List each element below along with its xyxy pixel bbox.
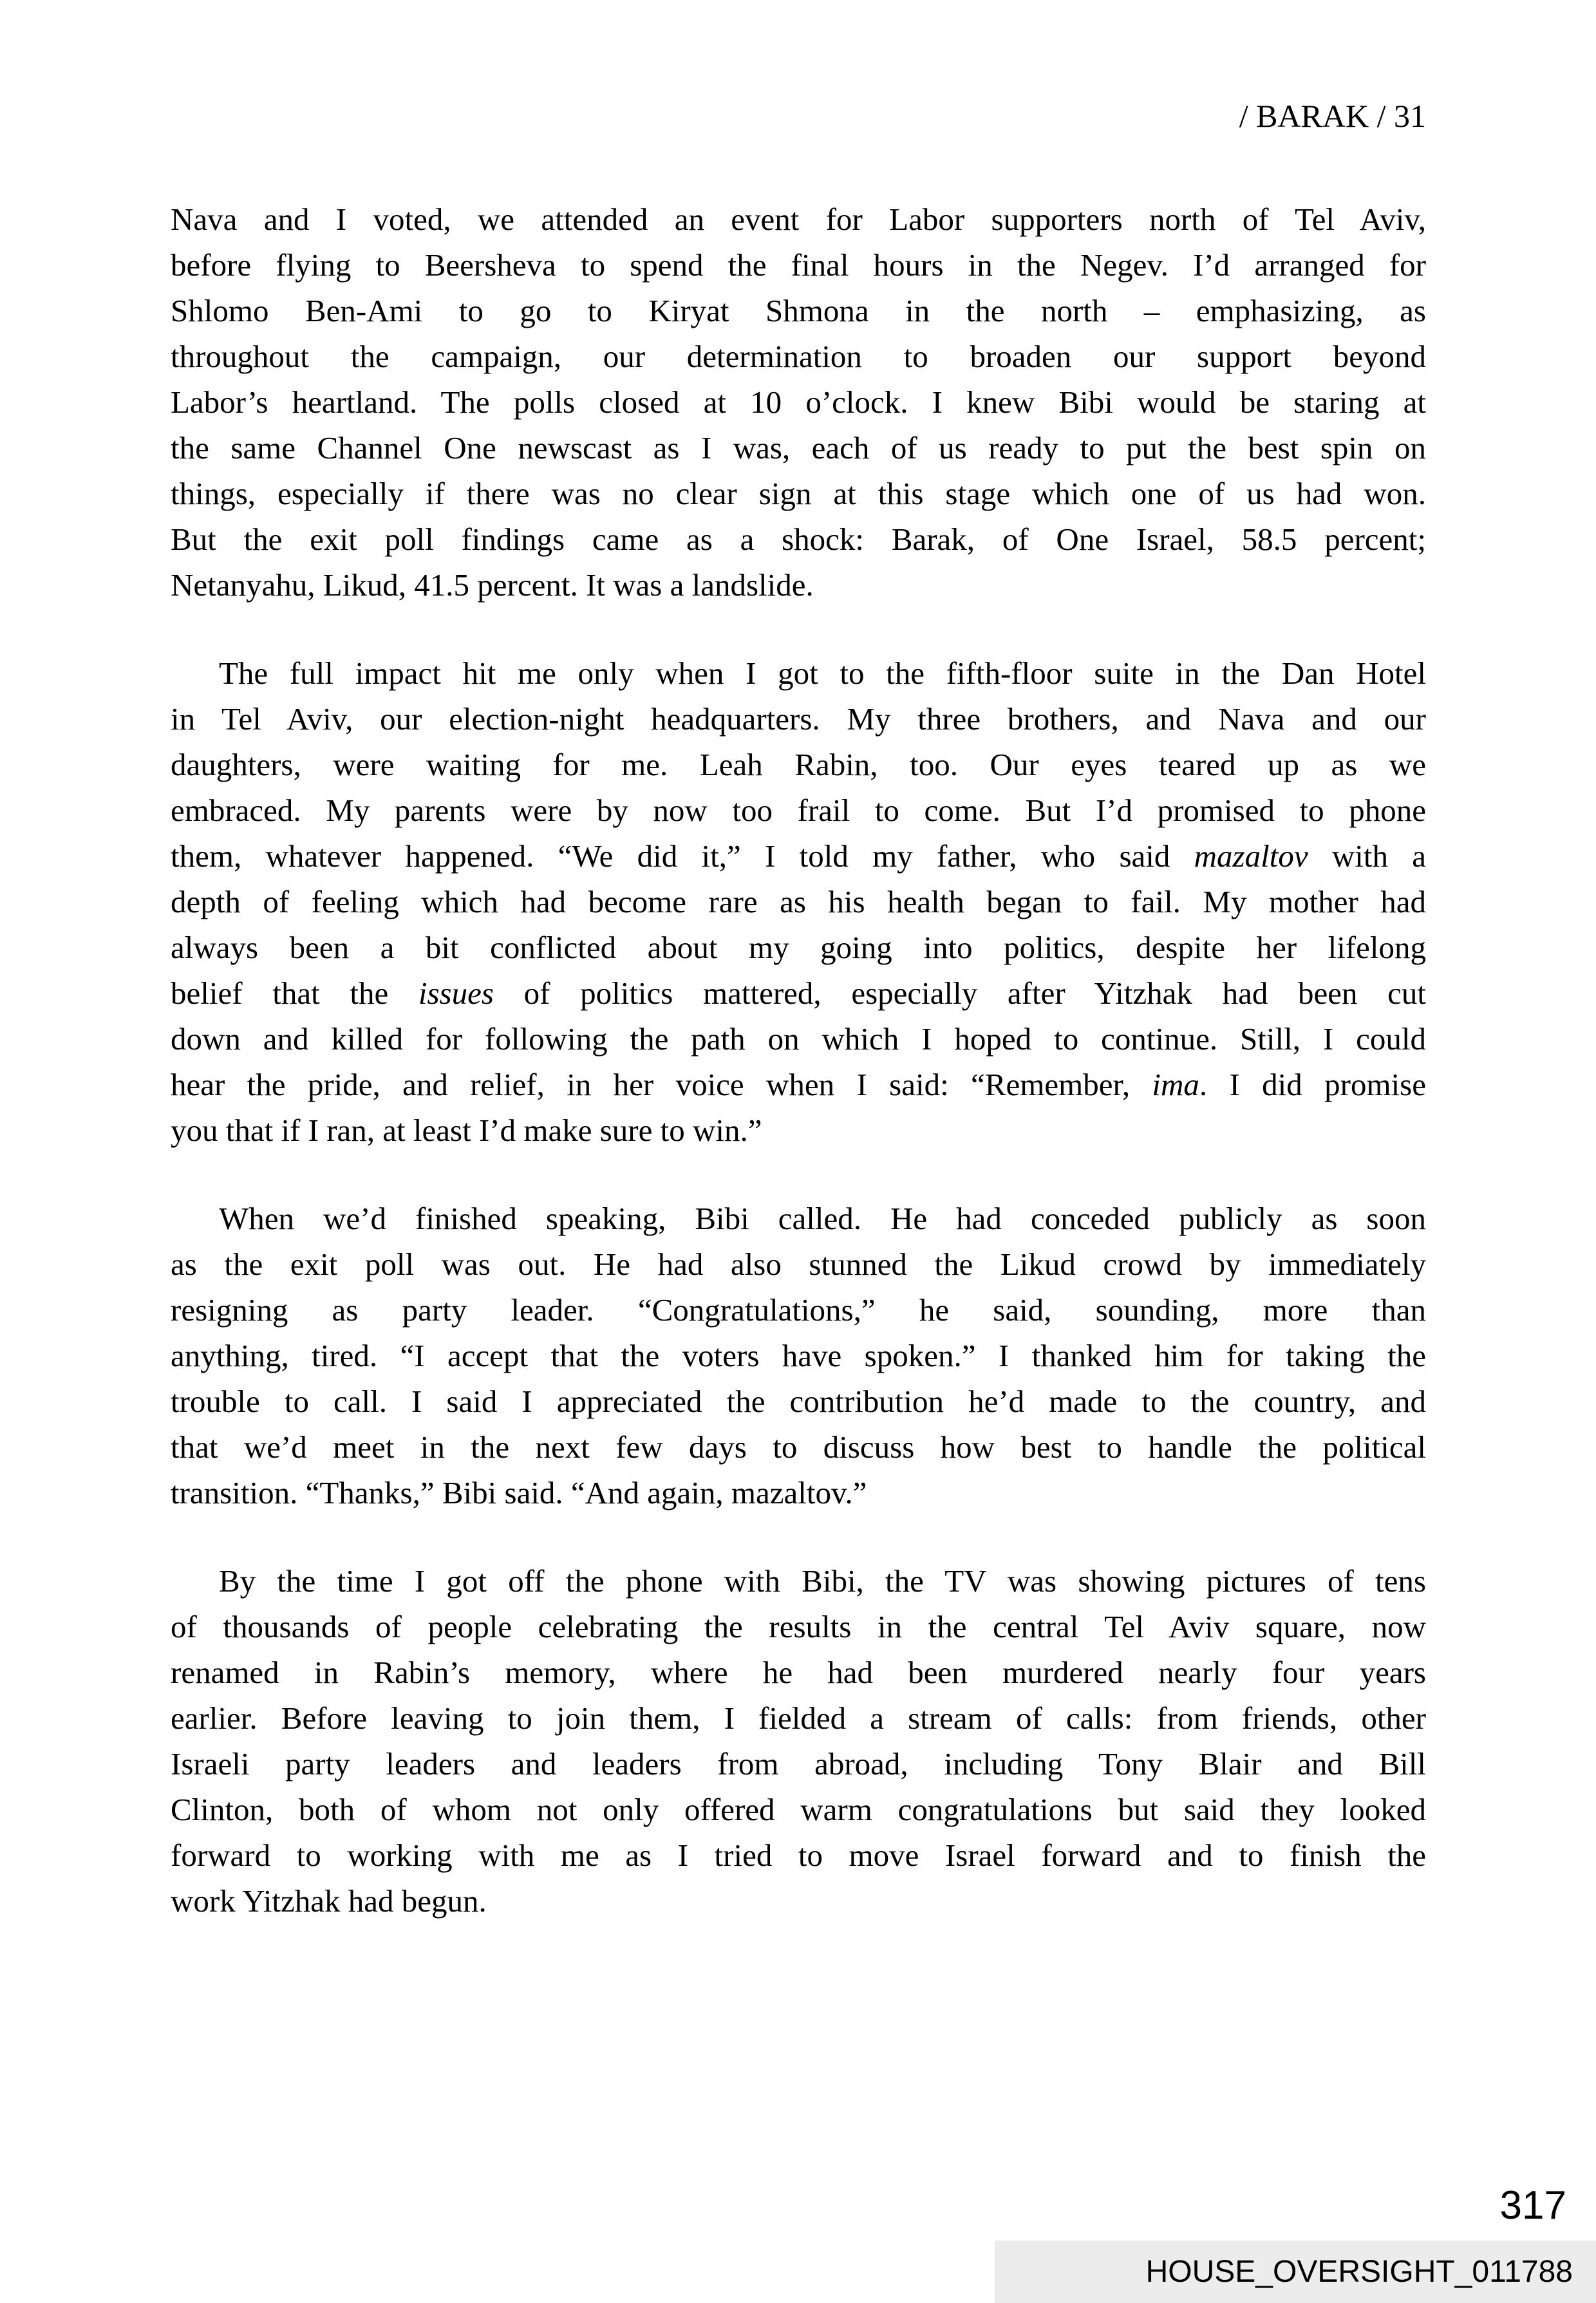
text-segment: that we’d meet in the next few days to discuss how best to handle the political <box>171 1429 1426 1465</box>
text-segment: in Tel Aviv, our election-night headquarters. My three brothers, and Nava and our <box>171 701 1426 737</box>
text-line <box>171 242 1426 288</box>
text-segment: anything, tired. “I accept that the voters have spoken.” I thanked him for taking the <box>171 1338 1426 1373</box>
text-line <box>171 196 1426 242</box>
text-segment: . I did promise <box>1199 1067 1427 1102</box>
text-segment: down and killed for following the path on which I hoped to continue. Still, I could <box>171 1021 1426 1057</box>
watermark-box <box>995 2241 1596 2303</box>
text-line <box>171 1832 1426 1878</box>
text-segment: resigning as party leader. “Congratulations,” he said, sounding, more than <box>171 1292 1426 1328</box>
document-body <box>171 196 1426 1924</box>
text-line <box>171 1333 1426 1378</box>
text-segment: Labor’s heartland. The polls closed at 10 o’clock. I knew Bibi would be staring at <box>171 384 1426 420</box>
text-line <box>171 471 1426 516</box>
italic-text-segment: ima <box>1152 1067 1199 1102</box>
text-segment: Netanyahu, Likud, 41.5 percent. It was a landslide. <box>171 567 814 603</box>
text-segment: transition. “Thanks,” Bibi said. “And again, mazaltov.” <box>171 1475 867 1510</box>
italic-text-segment: mazaltov <box>1194 838 1308 874</box>
text-line <box>171 787 1426 833</box>
text-line <box>171 970 1426 1016</box>
text-segment: Shlomo Ben-Ami to go to Kiryat Shmona in the north – emphasizing, as <box>171 293 1426 328</box>
text-segment: daughters, were waiting for me. Leah Rabin, too. Our eyes teared up as we <box>171 747 1426 782</box>
text-segment: forward to working with me as I tried to move Israel forward and to finish the <box>171 1838 1426 1873</box>
text-line <box>171 425 1426 471</box>
text-segment: depth of feeling which had become rare as his health began to fail. My mother had <box>171 884 1426 919</box>
text-segment: Israeli party leaders and leaders from abroad, including Tony Blair and Bill <box>171 1746 1426 1781</box>
text-segment: But the exit poll findings came as a shock: Barak, of One Israel, 58.5 percent; <box>171 522 1426 557</box>
text-line <box>171 1470 1426 1516</box>
text-line <box>171 1196 1426 1241</box>
text-line <box>171 1741 1426 1787</box>
text-segment: with a <box>1308 838 1426 874</box>
text-line <box>171 288 1426 334</box>
text-line <box>171 1604 1426 1650</box>
text-line <box>171 696 1426 742</box>
text-line <box>171 1695 1426 1741</box>
text-segment: The full impact hit me only when I got to the fifth-floor suite in the Dan Hotel <box>219 655 1426 691</box>
text-line <box>171 1424 1426 1470</box>
text-segment: When we’d finished speaking, Bibi called. He had conceded publicly as soon <box>219 1201 1426 1236</box>
italic-text-segment: issues <box>418 975 494 1011</box>
bates-stamp-watermark: HOUSE_OVERSIGHT_011788 <box>1145 2254 1573 2289</box>
text-line <box>171 379 1426 425</box>
text-segment: throughout the campaign, our determination to broaden our support beyond <box>171 339 1426 374</box>
text-segment: Nava and I voted, we attended an event for Labor supporters north of Tel Aviv, <box>171 202 1426 237</box>
text-line <box>171 562 1426 608</box>
text-segment: By the time I got off the phone with Bibi, the TV was showing pictures of tens <box>219 1563 1426 1599</box>
text-segment: of politics mattered, especially after Yitzhak had been cut <box>493 975 1426 1011</box>
text-segment: before flying to Beersheva to spend the final hours in the Negev. I’d arranged for <box>171 247 1426 283</box>
text-segment: Clinton, both of whom not only offered warm congratulations but said they looked <box>171 1792 1426 1827</box>
text-segment: embraced. My parents were by now too frail to come. But I’d promised to phone <box>171 793 1426 828</box>
text-line <box>171 742 1426 787</box>
text-line <box>171 1878 1426 1924</box>
text-line <box>171 1241 1426 1287</box>
text-line <box>171 1558 1426 1604</box>
text-line <box>171 1016 1426 1062</box>
text-line <box>171 334 1426 379</box>
text-segment: you that if I ran, at least I’d make sure to win.” <box>171 1113 762 1148</box>
text-line <box>171 1787 1426 1832</box>
text-segment: work Yitzhak had begun. <box>171 1883 487 1919</box>
text-segment: hear the pride, and relief, in her voice when I said: “Remember, <box>171 1067 1152 1102</box>
page-header: / BARAK / 31 <box>1239 98 1426 134</box>
page-number: 317 <box>1499 2183 1566 2228</box>
text-line <box>171 1650 1426 1695</box>
text-line <box>171 1378 1426 1424</box>
text-line <box>171 1062 1426 1107</box>
text-line <box>171 833 1426 879</box>
text-segment: renamed in Rabin’s memory, where he had been murdered nearly four years <box>171 1655 1426 1690</box>
paragraph <box>171 1558 1426 1924</box>
paragraph <box>171 1196 1426 1516</box>
text-segment: earlier. Before leaving to join them, I fielded a stream of calls: from friends, other <box>171 1700 1426 1736</box>
paragraph <box>171 196 1426 608</box>
text-segment: of thousands of people celebrating the results in the central Tel Aviv square, now <box>171 1609 1426 1644</box>
text-line <box>171 1287 1426 1333</box>
text-segment: trouble to call. I said I appreciated the contribution he’d made to the country, and <box>171 1384 1426 1419</box>
text-segment: as the exit poll was out. He had also stunned the Likud crowd by immediately <box>171 1246 1426 1282</box>
text-line <box>171 650 1426 696</box>
text-line <box>171 516 1426 562</box>
paragraph <box>171 650 1426 1153</box>
text-segment: things, especially if there was no clear sign at this stage which one of us had won. <box>171 476 1426 511</box>
text-line <box>171 925 1426 970</box>
text-line <box>171 879 1426 925</box>
text-line <box>171 1107 1426 1153</box>
text-segment: belief that the <box>171 975 418 1011</box>
text-segment: the same Channel One newscast as I was, each of us ready to put the best spin on <box>171 430 1426 465</box>
text-segment: them, whatever happened. “We did it,” I told my father, who said <box>171 838 1194 874</box>
text-segment: always been a bit conflicted about my going into politics, despite her lifelong <box>171 930 1426 965</box>
